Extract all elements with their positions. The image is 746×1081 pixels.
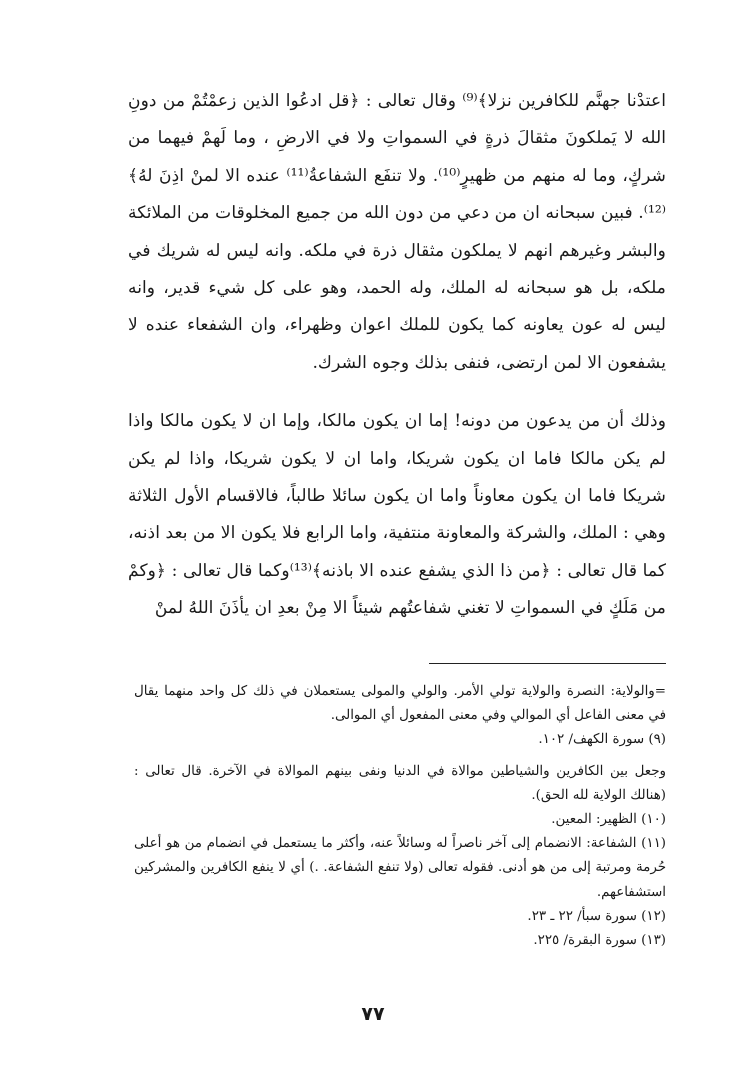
footnote: وجعل بين الكافرين والشياطين موالاة في الدنيا ونفى بينهم الموالاة في الآخرة. قال تعالى : (هنالك الولاية لله الحق).	[134, 763, 666, 803]
footnote: (١٠) الظهير: المعين.	[551, 812, 666, 828]
footnote-separator	[429, 663, 666, 664]
footnote: (٩) سورة الكهف/ ١٠٢.	[538, 732, 666, 748]
footnote: (١٢) سورة سبأ/ ٢٢ ـ ٢٣.	[527, 908, 666, 924]
footnote-group	[134, 680, 666, 753]
footnote: (١١) الشفاعة: الانضمام إلى آخر ناصراً له وسائلاً عنه، وأكثر ما يستعمل في انضمام من هو أعلى حُرمة ومرتبة إلى من هو أدنى. فقوله تعالى (ولا تنفع الشفاعة. .) أي لا ينفع الكافرين والمشركين استشفاعهم.	[134, 836, 666, 900]
footnotes	[134, 680, 666, 960]
main-text	[128, 83, 666, 628]
page-number: ٧٧	[361, 1003, 385, 1025]
body-paragraph: وذلك أن من يدعون من دونه! إما ان يكون مالكا، وإما ان لا يكون مالكا واذا لم يكن مالكا فاما ان يكون شريكا، واما ان لا يكون شريكا، واذا لم يكن شريكا فاما ان يكون معاوناً واما ان يكون سائلا طالباً، فالاقسام الأول الثلاثة وهي : الملك، والشركة والمعاونة منتفية، واما الرابع فلا يكون الا من بعد اذنه، كما قال تعالى : ﴿من ذا الذي يشفع عنده الا باذنه﴾⁽¹³⁾وكما قال تعالى : ﴿وكمْ من مَلَكٍ في السمواتِ لا تغني شفاعتُهم شيئاً الا مِنْ بعدِ ان يأذَنَ اللهُ لمنْ	[128, 411, 666, 619]
footnote-group	[134, 760, 666, 954]
footnote: =والولاية: النصرة والولاية تولي الأمر. والولي والمولى يستعملان في ذلك كل واحد منهما يقال في معنى الفاعل أي الموالي وفي معنى المفعول أي الموالى.	[134, 684, 666, 724]
body-paragraph: اعتدْنا جهنَّم للكافرين نزلا﴾⁽⁹⁾ وقال تعالى : ﴿قل ادعُوا الذين زعمْتُمْ من دونِ الله لا يَملكونَ مثقالَ ذرةٍ في السمواتِ ولا في الارضِ ، وما لَهمْ فيهما من شركٍ، وما له منهم من ظهيرٍ⁽¹⁰⁾. ولا تنفَع الشفاعةُ⁽¹¹⁾ عنده الا لمنْ اذِنَ لهُ﴾⁽¹²⁾. فبين سبحانه ان من دعي من دون الله من جميع المخلوقات من الملائكة والبشر وغيرهم انهم لا يملكون مثقال ذرة في ملكه. وانه ليس له شريك في ملكه، بل هو سبحانه له الملك، وله الحمد، وهو على كل شيء قدير، وانه ليس له عون يعاونه كما يكون للملك اعوان وظهراء، وان الشفعاء عنده لا يشفعون الا لمن ارتضى، فنفى بذلك وجوه الشرك.	[128, 91, 667, 373]
footnote: (١٣) سورة البقرة/ ٢٢٥.	[533, 933, 666, 949]
